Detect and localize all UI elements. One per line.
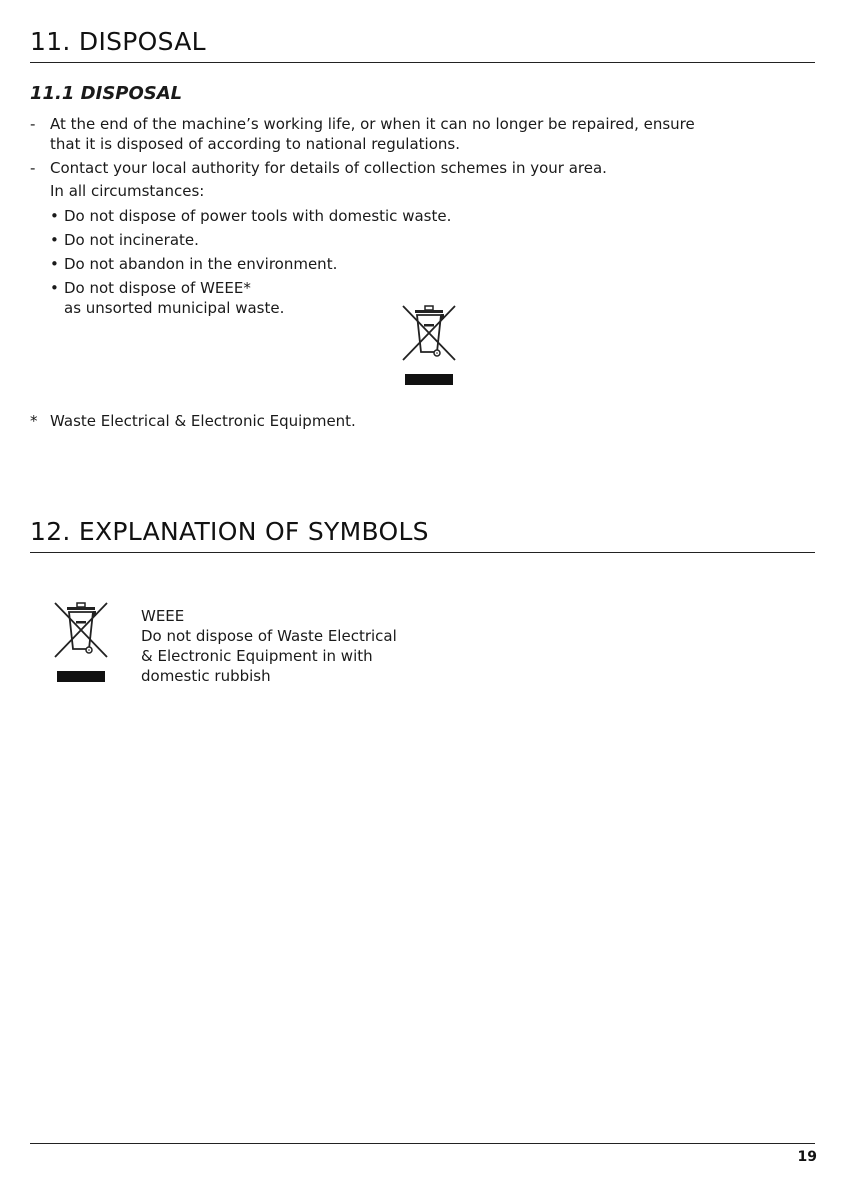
symbol-description-line-1: Do not dispose of Waste Electrical — [141, 627, 397, 645]
dash-item-1-line-2: that it is disposed of according to national regulations. — [50, 135, 460, 153]
bullet-dot: • — [50, 279, 59, 297]
bullet-item-3-text: Do not abandon in the environment. — [64, 255, 338, 273]
bullet-item-4 — [50, 278, 251, 298]
symbol-description-line-3: domestic rubbish — [141, 667, 271, 685]
bullet-item-2 — [50, 230, 199, 250]
dash-marker: - — [30, 115, 36, 133]
bullet-item-2-text: Do not incinerate. — [64, 231, 199, 249]
section-12-rule — [30, 552, 815, 553]
symbol-description-line-2: & Electronic Equipment in with — [141, 647, 373, 665]
footnote-text: Waste Electrical & Electronic Equipment. — [50, 412, 356, 430]
dash-item-1-line-1: At the end of the machine’s working life, or when it can no longer be repaired, ensure — [50, 115, 695, 133]
bullet-dot: • — [50, 255, 59, 273]
bullet-dot: • — [50, 231, 59, 249]
disposal-dash-item-2 — [30, 158, 810, 178]
subsection-11-1-title: 11.1 DISPOSAL — [30, 83, 183, 104]
circumstances-intro: In all circumstances: — [50, 182, 205, 200]
section-11-rule — [30, 62, 815, 63]
weee-symbol-description — [141, 606, 461, 686]
bullet-item-3 — [50, 254, 337, 274]
bullet-item-1-text: Do not dispose of power tools with domestic waste. — [64, 207, 452, 225]
footnote-marker: * — [30, 412, 38, 430]
symbol-name: WEEE — [141, 607, 185, 625]
section-12-title: 12. EXPLANATION OF SYMBOLS — [30, 517, 429, 546]
footer-rule — [30, 1143, 815, 1144]
dash-marker: - — [30, 159, 36, 177]
bullet-item-1 — [50, 206, 451, 226]
weee-crossed-bin-icon — [397, 300, 461, 388]
disposal-dash-item-1 — [30, 114, 810, 154]
weee-footnote — [30, 411, 356, 431]
bullet-item-4-continuation: as unsorted municipal waste. — [64, 299, 285, 317]
weee-crossed-bin-icon — [49, 597, 113, 685]
page-number: 19 — [797, 1149, 817, 1165]
bullet-item-4-text: Do not dispose of WEEE* — [64, 279, 251, 297]
section-11-title: 11. DISPOSAL — [30, 27, 206, 56]
dash-item-2-line-1: Contact your local authority for details of collection schemes in your area. — [50, 159, 607, 177]
bullet-dot: • — [50, 207, 59, 225]
